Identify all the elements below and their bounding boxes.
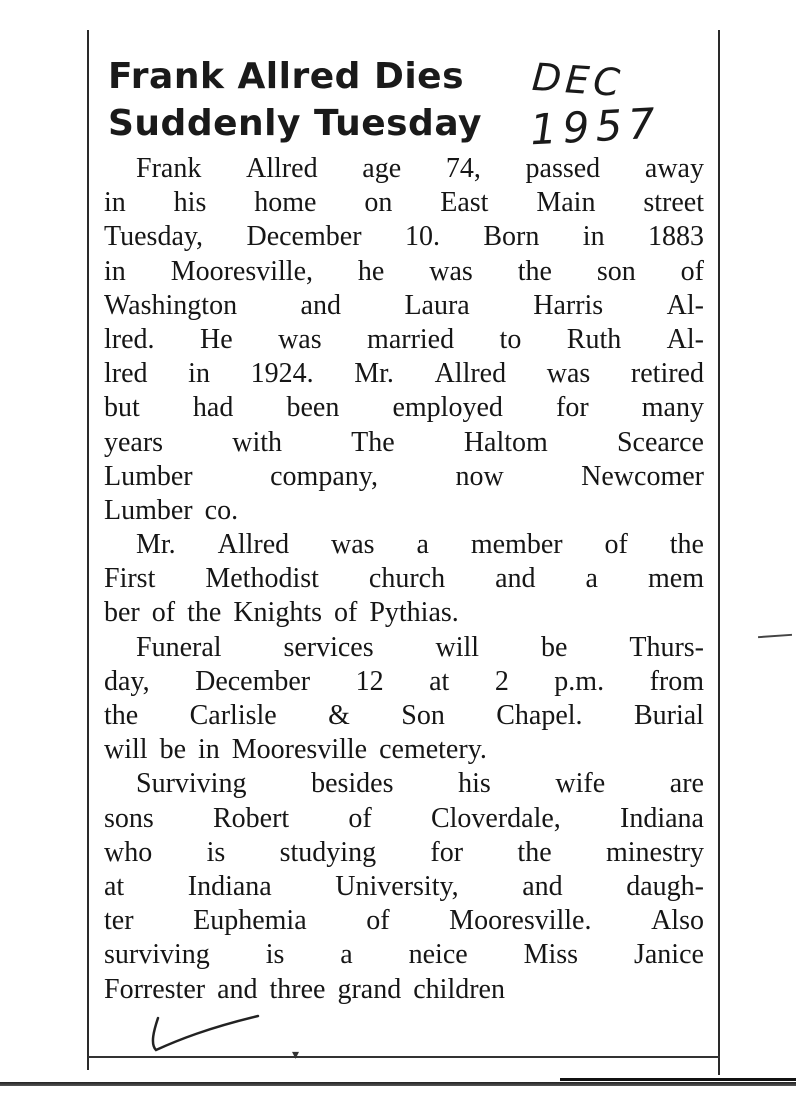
article-line: but had been employed for many [104, 392, 704, 424]
article-line: will be in Mooresville cemetery. [104, 734, 487, 766]
margin-mark [758, 634, 792, 638]
article-line: day, December 12 at 2 p.m. from [104, 665, 704, 697]
scan-bottom-shadow [560, 1078, 796, 1081]
article-line: Washington and Laura Harris Al- [104, 289, 704, 321]
scan-bottom-edge [0, 1082, 796, 1086]
scan-left-edge [87, 30, 89, 1070]
headline-line-2: Suddenly Tuesday [108, 103, 482, 144]
article-line: ber of the Knights of Pythias. [104, 597, 459, 629]
article-line: at Indiana University, and daugh- [104, 870, 704, 902]
article-line: lred in 1924. Mr. Allred was retired [104, 358, 704, 390]
handwritten-year: 1957 [528, 98, 663, 155]
headline-line-1: Frank Allred Dies [108, 56, 465, 97]
article-line: sons Robert of Cloverdale, Indiana [104, 802, 704, 834]
scan-right-edge [718, 30, 720, 1075]
article-line: Lumber co. [104, 494, 239, 526]
article-line: Frank Allred age 74, passed away [136, 153, 704, 184]
article-line: lred. He was married to Ruth Al- [104, 323, 704, 355]
article-line: ter Euphemia of Mooresville. Also [104, 905, 704, 937]
article-line: who is studying for the minestry [104, 836, 704, 868]
handwritten-month: DEC [530, 54, 626, 106]
article-line: in his home on East Main street [104, 187, 704, 219]
article-line: Surviving besides his wife are [136, 768, 704, 800]
article-line: Forrester and three grand children [104, 973, 505, 1005]
article-line: Funeral services will be Thurs- [136, 631, 704, 663]
ink-dot: ▾ [292, 1048, 300, 1063]
article-line: in Mooresville, he was the son of [104, 255, 704, 287]
article-line: Tuesday, December 10. Born in 1883 [104, 221, 704, 253]
article-line: Mr. Allred was a member of the [136, 529, 704, 561]
pencil-mark-icon [148, 1010, 268, 1060]
article-line: Lumber company, now Newcomer [104, 460, 704, 492]
obituary-article [104, 152, 704, 1007]
article-line: surviving is a neice Miss Janice [104, 939, 704, 971]
article-line: First Methodist church and a mem [104, 563, 704, 595]
article-line: years with The Haltom Scearce [104, 426, 704, 458]
article-line: the Carlisle & Son Chapel. Burial [104, 700, 704, 731]
